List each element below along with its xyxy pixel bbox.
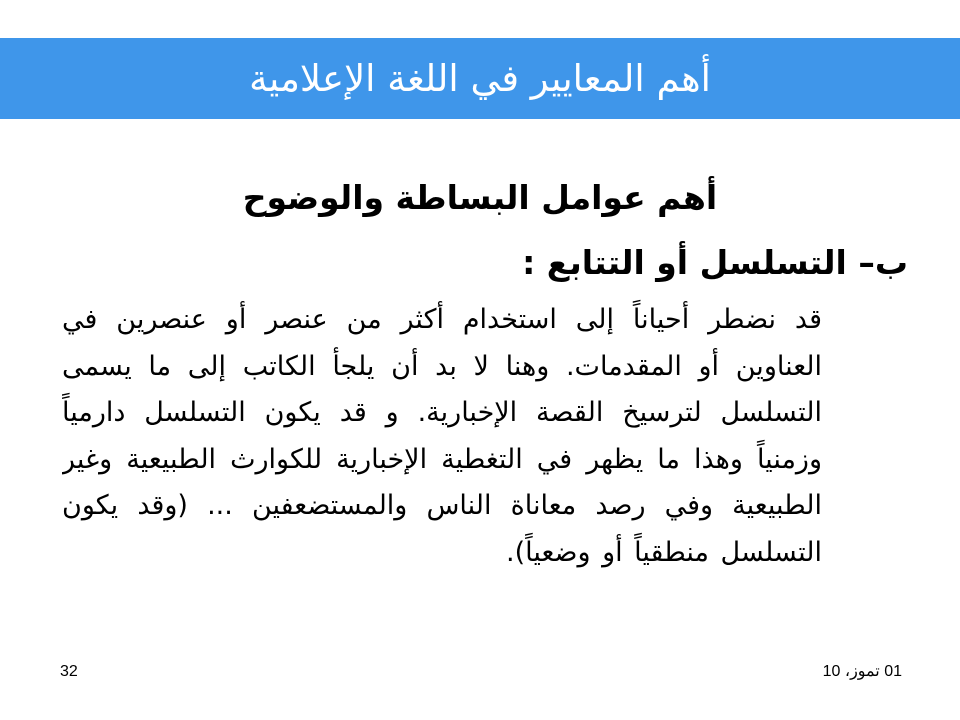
footer-date: 01 تموز، 10 <box>822 663 902 680</box>
body-paragraph: قد نضطر أحياناً إلى استخدام أكثر من عنصر أو عنصرين في العناوين أو المقدمات. وهنا لا بد أن يلجأ الكاتب إلى ما يسمى التسلسل لترسيخ القصة الإخبارية. و قد يكون التسلسل دارمياً وزمنياً وهذا ما يظهر في التغطية الإخبارية للكوارث الطبيعية وغير الطبيعية وفي رصد معاناة الناس والمستضعفين ... (وقد يكون التسلسل منطقياً أو وضعياً). <box>62 304 822 568</box>
section-heading: أهم عوامل البساطة والوضوح <box>242 178 718 217</box>
title-bar <box>0 38 960 119</box>
page-number: 32 <box>60 663 78 680</box>
sub-heading: ب– التسلسل أو التتابع : <box>522 243 908 282</box>
slide-title: أهم المعايير في اللغة الإعلامية <box>249 57 711 100</box>
